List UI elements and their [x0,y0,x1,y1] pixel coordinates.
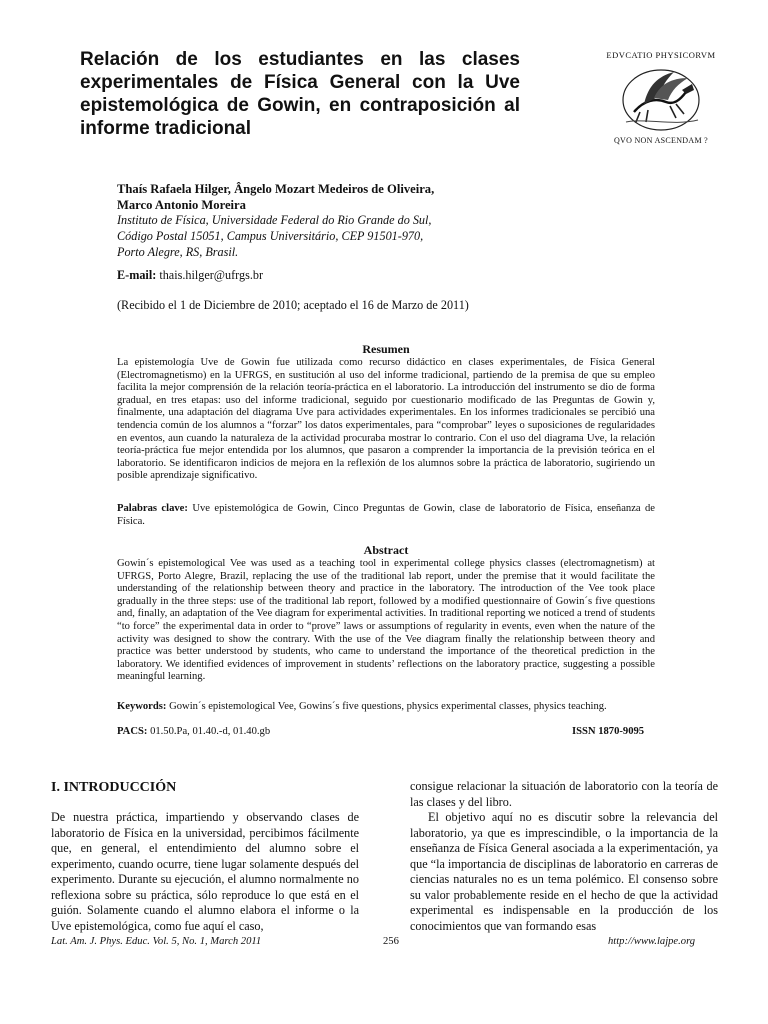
palabras-clave [117,502,655,528]
issn: ISSN 1870-9095 [572,726,645,737]
email-line [117,268,263,283]
logo-motto-bottom: QVO NON ASCENDAM ? [613,136,709,145]
resumen-text: La epistemología Uve de Gowin fue utilizada como recurso didáctico en clases experimentales, de Física General (Electromagnetismo) en la UFRGS, en sustitución al uso del informe tradicional, partiendo de la premisa de que su empleo facilita la mejor comprensión de la relación teoría-práctica en el laboratorio. La introducción del instrumento se dio de forma gradual, en tres etapas: uso del informe tradicional, seguido por cuestionario modificado de las Preguntas de Gowin y, finalmente, una adaptación del diagrama Uve para actividades experimentales. En los informes tradicionales se percibió una tendencia común de los alumnos a “forzar” los datos experimentales, para “comprobar” leyes o suposiciones de regularidades en eventos, aun cuando la naturaleza de la actividad procuraba mostrar lo contrario. Con el uso del diagrama Uve, la relación teoría-práctica fue mejor entendida por los alumnos, que pasaron a comprender la importancia de la previsión teórica en el laboratorio. Se identificaron indicios de mejora en la reflexión de los alumnos sobre la práctica de laboratorio, sugiriendo un posible aprendizaje significativo. [117,357,655,482]
body-column-right [410,779,718,934]
body-paragraph: consigue relacionar la situación de laboratorio con la teoría de las clases y del libro. [410,779,718,809]
pegasus-emblem-icon [614,60,708,136]
journal-logo [606,50,716,154]
footer-journal: Lat. Am. J. Phys. Educ. Vol. 5, No. 1, March 2011 [51,936,262,947]
email-address[interactable]: thais.hilger@ufrgs.br [159,268,264,282]
pacs-label: PACS: [117,726,148,737]
abstract-text: Gowin´s epistemological Vee was used as a teaching tool in experimental college physics classes (electromagnetism) at UFRGS, Porto Alegre, Brazil, replacing the use of the traditional lab report, under the premise that it would facilitate the understanding of the relationship between theory and practice in the laboratory. The introduction of the Vee took place gradually in the three steps: use of the traditional lab report, followed by a modified questionnaire of Gowin´s five questions and, finally, an adaptation of the Vee diagram for experimental activities. In traditional reporting we noticed a trend of students “to force” the experimental data in order to “prove” laws or assumptions of regularity in events, even when the nature of the activity was designed to show the contrary. With the use of the Vee diagram finally the relationship between theory and practice was better understood by students, who came to understand the importance of the theoretical prediction in the laboratory. We identified evidences of improvement in students’ reflections on the laboratory practice, suggesting a possible meaningful learning. [117,558,655,683]
body-paragraph: El objetivo aquí no es discutir sobre la relevancia del laboratorio, ya que es imprescindible, o la importancia de la enseñanza de Física General asociada a la experimentación, ya que “la importancia de disciplinas de laboratorio en carreras de ciencias naturales no es un tema polémico. El consenso sobre su valor probablemente reside en el hecho de que la actividad experimental es indispensable en la producción de los conocimientos que van formando esas [410,810,718,933]
affiliation-line: Código Postal 15051, Campus Universitário, CEP 91501-970, [117,229,424,243]
paper-title: Relación de los estudiantes en las clases experimentales de Física General con la Uve epistemológica de Gowin, en contraposición al informe tradicional [80,49,520,139]
authors [117,181,537,213]
authors-line-2: Marco Antonio Moreira [117,198,246,212]
pacs-codes: 01.50.Pa, 01.40.-d, 01.40.gb [150,726,271,737]
keywords [117,700,655,713]
section-heading: I. INTRODUCCIÓN [51,780,177,795]
received-dates: (Recibido el 1 de Diciembre de 2010; aceptado el 16 de Marzo de 2011) [117,298,469,312]
keywords-label: Keywords: [117,701,167,712]
footer-page-number: 256 [383,936,399,947]
affiliation-line: Porto Alegre, RS, Brasil. [117,245,239,259]
logo-motto-top: EDVCATIO PHYSICORVM [606,50,716,60]
body-column-left: De nuestra práctica, impartiendo y observando clases de laboratorio de Física en la universidad, percibimos fácilmente que, en general, el entendimiento del alumno sobre el experimento, cuando ocurre, tiene lugar solamente después del experimento. Durante su ejecución, el alumno normalmente no reflexiona sobre su práctica, sólo reproduce lo que está en el guión. Solamente cuando el alumno elabora el informe o la Uve epistemológica, como fue aquí el caso, [51,810,359,933]
keywords-text: Gowin´s epistemological Vee, Gowins´s five questions, physics experimental classes, physics teaching. [169,701,607,712]
email-label: E-mail: [117,268,157,282]
abstract-heading: Abstract [363,543,409,557]
affiliation-line: Instituto de Física, Universidade Federal do Rio Grande do Sul, [117,213,432,227]
pacs-line [117,726,270,737]
footer-url[interactable]: http://www.lajpe.org [608,936,696,947]
palabras-clave-text: Uve epistemológica de Gowin, Cinco Preguntas de Gowin, clase de laboratorio de Física, enseñanza de Física. [117,503,656,527]
resumen-heading: Resumen [362,342,410,356]
affiliation [117,212,537,260]
authors-line-1: Thaís Rafaela Hilger, Ângelo Mozart Medeiros de Oliveira, [117,182,435,196]
palabras-clave-label: Palabras clave: [117,503,188,514]
